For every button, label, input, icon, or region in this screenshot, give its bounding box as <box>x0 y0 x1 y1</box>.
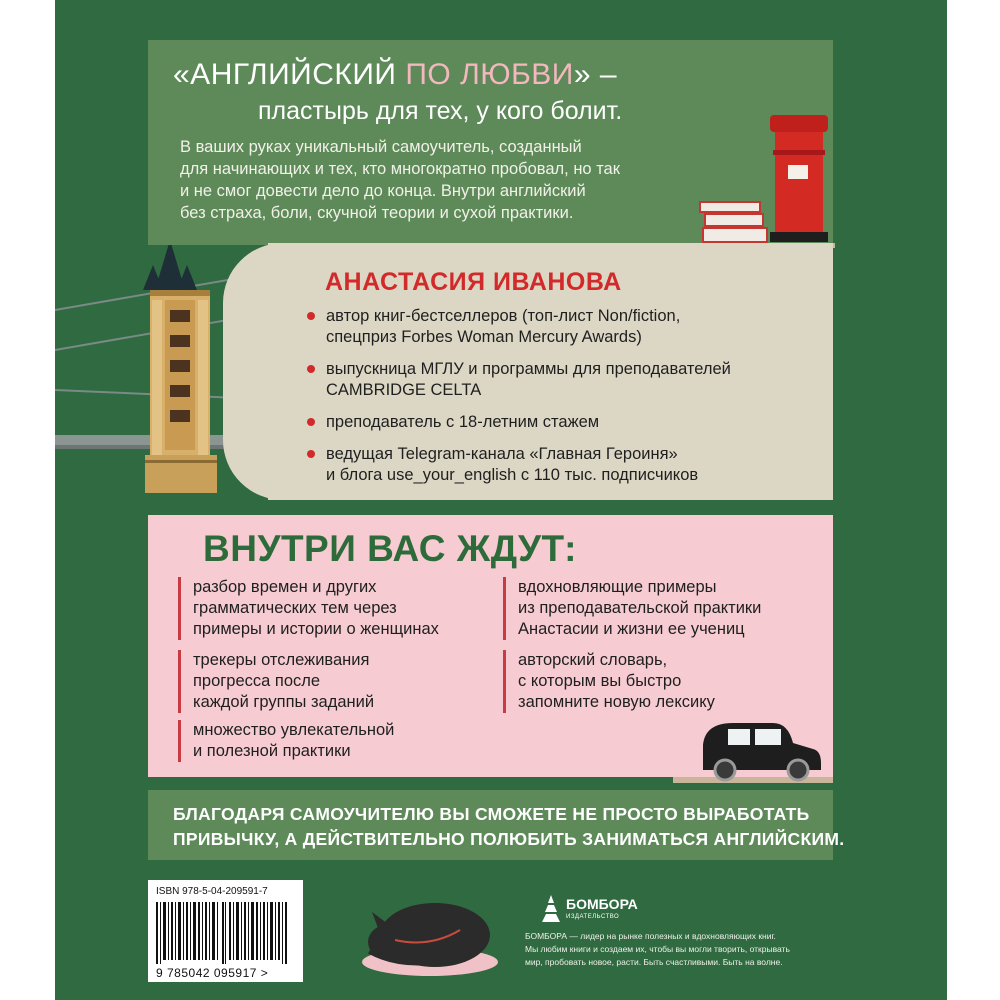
barcode <box>156 902 296 964</box>
features-panel <box>148 515 833 777</box>
feature-item: множество увлекательной и полезной практики <box>178 720 394 762</box>
author-bullets <box>303 306 823 497</box>
cat-illustration <box>350 880 500 980</box>
book-subtitle: пластырь для тех, у кого болит. <box>258 97 623 125</box>
author-bullet: ведущая Telegram-канала «Главная Героиня» и блога use_your_english с 110 тыс. подписчиков <box>303 444 823 486</box>
bullet-dot <box>307 312 315 320</box>
isbn-digits: 9 785042 095917 > <box>156 966 269 980</box>
author-name: АНАСТАСИЯ ИВАНОВА <box>325 268 622 296</box>
publisher-logo-icon <box>538 892 564 926</box>
closing-panel <box>148 790 845 860</box>
feature-item: разбор времен и других грамматических тем через примеры и истории о женщинах <box>178 577 439 640</box>
isbn-label: ISBN 978-5-04-209591-7 <box>156 886 268 897</box>
publisher-subtitle: ИЗДАТЕЛЬСТВО <box>566 914 620 920</box>
author-bullet: автор книг-бестселлеров (топ-лист Non/fiction, спецприз Forbes Woman Mercury Awards) <box>303 306 823 348</box>
publisher-name: БОМБОРА <box>566 896 638 912</box>
features-title: ВНУТРИ ВАС ЖДУТ: <box>203 528 577 569</box>
author-bullet: выпускница МГЛУ и программы для преподавателей CAMBRIDGE CELTA <box>303 359 823 401</box>
bullet-dot <box>307 365 315 373</box>
book-title: «АНГЛИЙСКИЙ ПО ЛЮБВИ» – <box>173 58 618 91</box>
bullet-dot <box>307 418 315 426</box>
author-panel <box>268 243 833 500</box>
bullet-dot <box>307 450 315 458</box>
back-cover <box>55 0 947 1000</box>
publisher-tagline: БОМБОРА — лидер на рынке полезных и вдохновляющих книг. Мы любим книги и создаем их, чтобы вы могли творить, открывать мир, пробовать новое, расти. Быть счастливыми. Быть на волне. <box>525 931 790 967</box>
taxi-illustration <box>673 715 833 790</box>
feature-item: вдохновляющие примеры из преподавательской практики Анастасии и жизни ее учениц <box>503 577 761 640</box>
postbox-illustration <box>655 110 835 250</box>
author-bullet: преподаватель с 18-летним стажем <box>303 412 823 433</box>
feature-item: трекеры отслеживания прогресса после каждой группы заданий <box>178 650 374 713</box>
feature-item: авторский словарь, с которым вы быстро запомните новую лексику <box>503 650 715 713</box>
isbn-barcode-box <box>148 880 303 982</box>
book-description: В ваших руках уникальный самоучитель, созданный для начинающих и тех, кто многократно пробовал, но так и не смог довести дело до конца. Внутри английский без страха, боли, скучной теории и сухой практики. <box>180 138 620 222</box>
closing-text: БЛАГОДАРЯ САМОУЧИТЕЛЮ ВЫ СМОЖЕТЕ НЕ ПРОСТО ВЫРАБОТАТЬ ПРИВЫЧКУ, А ДЕЙСТВИТЕЛЬНО ПОЛЮБИТЬ ЗАНИМАТЬСЯ АНГЛИЙСКИМ. <box>173 804 845 849</box>
